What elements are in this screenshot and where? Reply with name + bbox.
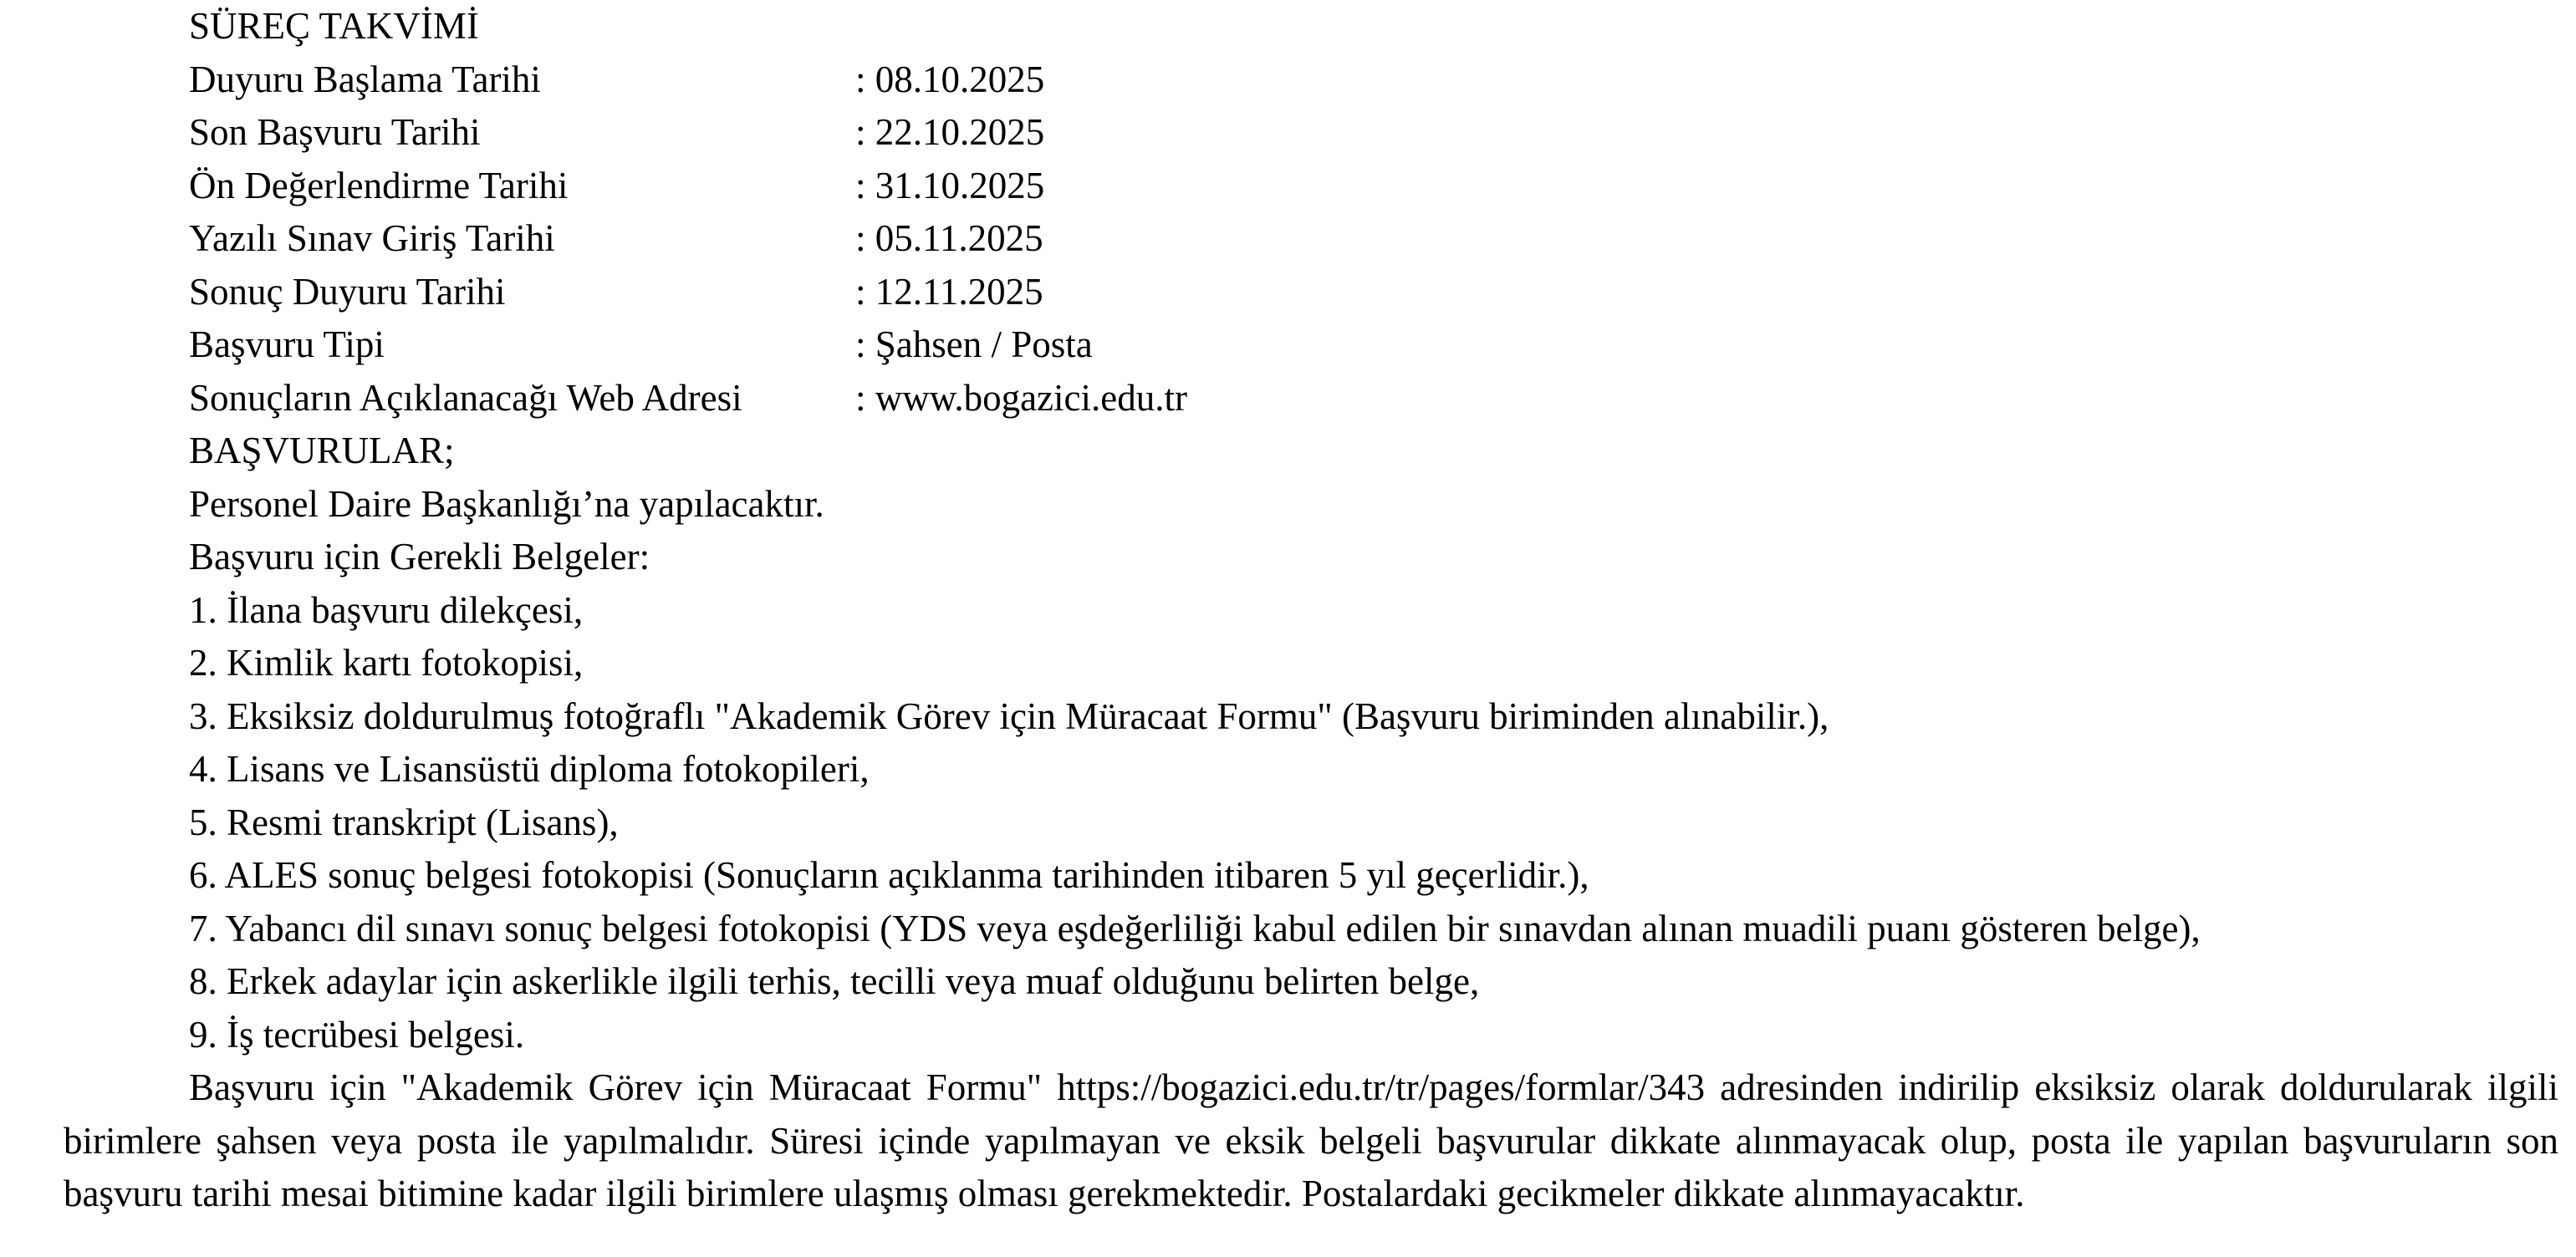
schedule-row — [189, 53, 2576, 107]
schedule-label: Başvuru Tipi — [189, 323, 385, 365]
schedule-row — [189, 106, 2576, 160]
schedule-table — [0, 53, 2576, 425]
section-title: SÜREÇ TAKVİMİ — [189, 5, 479, 47]
schedule-label: Ön Değerlendirme Tarihi — [189, 164, 569, 206]
documents-heading: Başvuru için Gerekli Belgeler: — [189, 536, 650, 578]
list-item: 3. Eksiksiz doldurulmuş fotoğraflı "Akademik Görev için Müracaat Formu" (Başvuru biriminden alınabilir.), — [189, 695, 1829, 737]
list-item: 5. Resmi transkript (Lisans), — [189, 801, 619, 843]
schedule-row — [189, 318, 2576, 372]
list-item: 1. İlana başvuru dilekçesi, — [189, 588, 584, 631]
schedule-value: : 22.10.2025 — [855, 111, 1045, 153]
schedule-value: : 12.11.2025 — [855, 270, 1043, 313]
schedule-row — [189, 266, 2576, 319]
schedule-value: : 31.10.2025 — [855, 164, 1045, 206]
schedule-label: Son Başvuru Tarihi — [189, 111, 481, 153]
list-item: 2. Kimlik kartı fotokopisi, — [189, 642, 584, 684]
applications-heading: BAŞVURULAR; — [189, 430, 455, 471]
list-item: 9. İş tecrübesi belgesi. — [189, 1013, 525, 1056]
closing-paragraph: Başvuru için "Akademik Görev için Müracaat Formu" https://bogazici.edu.tr/tr/pages/formlar/343 adresinden indirilip eksiksiz olarak doldurularak ilgili birimlere şahsen veya posta ile yapılmalıdır. Süresi içinde yapılmayan ve eksik belgeli başvurular dikkate alınmayacak olup, posta ile yapılan başvuruların son başvuru tarihi mesai bitimine kadar ilgili birimlere ulaşmış olması gerekmektedir. Postalardaki gecikmeler dikkate alınmayacaktır. — [64, 1066, 2558, 1214]
schedule-value: : 05.11.2025 — [855, 217, 1043, 259]
schedule-label: Duyuru Başlama Tarihi — [189, 58, 541, 100]
applications-text: Personel Daire Başkanlığı’na yapılacaktır. — [189, 482, 824, 525]
list-item: 6. ALES sonuç belgesi fotokopisi (Sonuçların açıklanma tarihinden itibaren 5 yıl geçerlidir.), — [189, 854, 1589, 896]
schedule-label: Yazılı Sınav Giriş Tarihi — [189, 217, 555, 259]
schedule-row — [189, 160, 2576, 213]
schedule-label: Sonuç Duyuru Tarihi — [189, 270, 506, 313]
list-item: 8. Erkek adaylar için askerlikle ilgili terhis, tecilli veya muaf olduğunu belirten belge, — [189, 960, 1480, 1002]
schedule-label: Sonuçların Açıklanacağı Web Adresi — [189, 376, 742, 419]
schedule-value: : Şahsen / Posta — [855, 323, 1093, 365]
schedule-value-web-address: : www.bogazici.edu.tr — [855, 376, 1187, 419]
list-item: 4. Lisans ve Lisansüstü diploma fotokopileri, — [189, 748, 870, 790]
list-item: 7. Yabancı dil sınavı sonuç belgesi fotokopisi (YDS veya eşdeğerliliği kabul edilen bir sınavdan alınan muadili puanı gösteren belge), — [189, 907, 2201, 949]
schedule-value: : 08.10.2025 — [855, 58, 1045, 100]
documents-list — [0, 584, 2576, 1062]
schedule-row — [189, 212, 2576, 266]
schedule-row — [189, 372, 2576, 425]
